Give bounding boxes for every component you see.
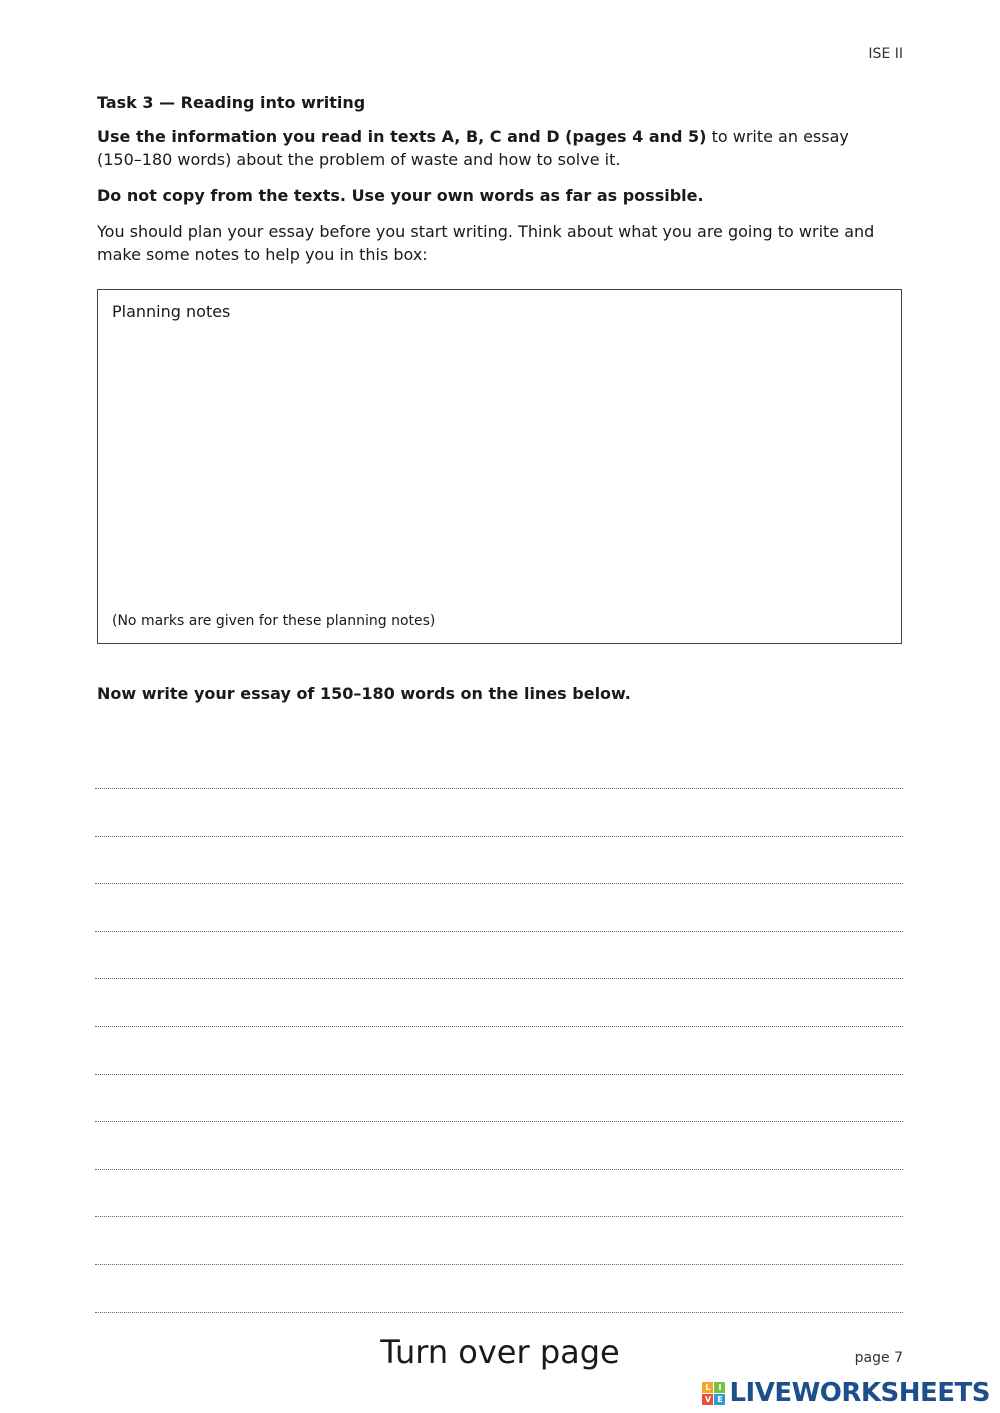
essay-writing-line[interactable] (95, 1121, 903, 1122)
planning-notes-box[interactable] (97, 289, 902, 644)
essay-writing-line[interactable] (95, 931, 903, 932)
essay-writing-line[interactable] (95, 788, 903, 789)
liveworksheets-logo (702, 1378, 990, 1408)
task-instruction-rest: to write an essay (150–180 words) about the problem of waste and how to solve it. (97, 127, 849, 169)
plan-instruction: You should plan your essay before you start writing. Think about what you are going to write and make some notes to help you in this box: (97, 222, 875, 264)
essay-writing-line[interactable] (95, 1026, 903, 1027)
essay-writing-line[interactable] (95, 1312, 903, 1313)
essay-writing-line[interactable] (95, 1264, 903, 1265)
brand-logo-tile: I (714, 1382, 725, 1393)
essay-instruction: Now write your essay of 150–180 words on the lines below. (97, 684, 631, 703)
essay-writing-line[interactable] (95, 1169, 903, 1170)
task-instruction-bold: Use the information you read in texts A, B, C and D (pages 4 and 5) (97, 127, 707, 146)
exam-level: ISE II (868, 46, 903, 62)
essay-writing-line[interactable] (95, 836, 903, 837)
brand-name: LIVEWORKSHEETS (729, 1378, 990, 1408)
brand-logo-tile: L (702, 1382, 713, 1393)
planning-notes-label: Planning notes (112, 302, 231, 321)
brand-logo-tile: E (714, 1394, 725, 1405)
essay-writing-line[interactable] (95, 1074, 903, 1075)
no-copy-instruction: Do not copy from the texts. Use your own words as far as possible. (97, 186, 704, 205)
task-instruction (97, 125, 897, 171)
essay-writing-line[interactable] (95, 1216, 903, 1217)
planning-notes-disclaimer: (No marks are given for these planning notes) (112, 613, 436, 629)
essay-writing-line[interactable] (95, 883, 903, 884)
page-number: page 7 (854, 1350, 903, 1366)
turn-over-label: Turn over page (380, 1333, 620, 1371)
brand-logo-tile: V (702, 1394, 713, 1405)
task-title: Task 3 — Reading into writing (97, 93, 366, 112)
brand-logo-icon (702, 1382, 725, 1405)
essay-writing-line[interactable] (95, 978, 903, 979)
